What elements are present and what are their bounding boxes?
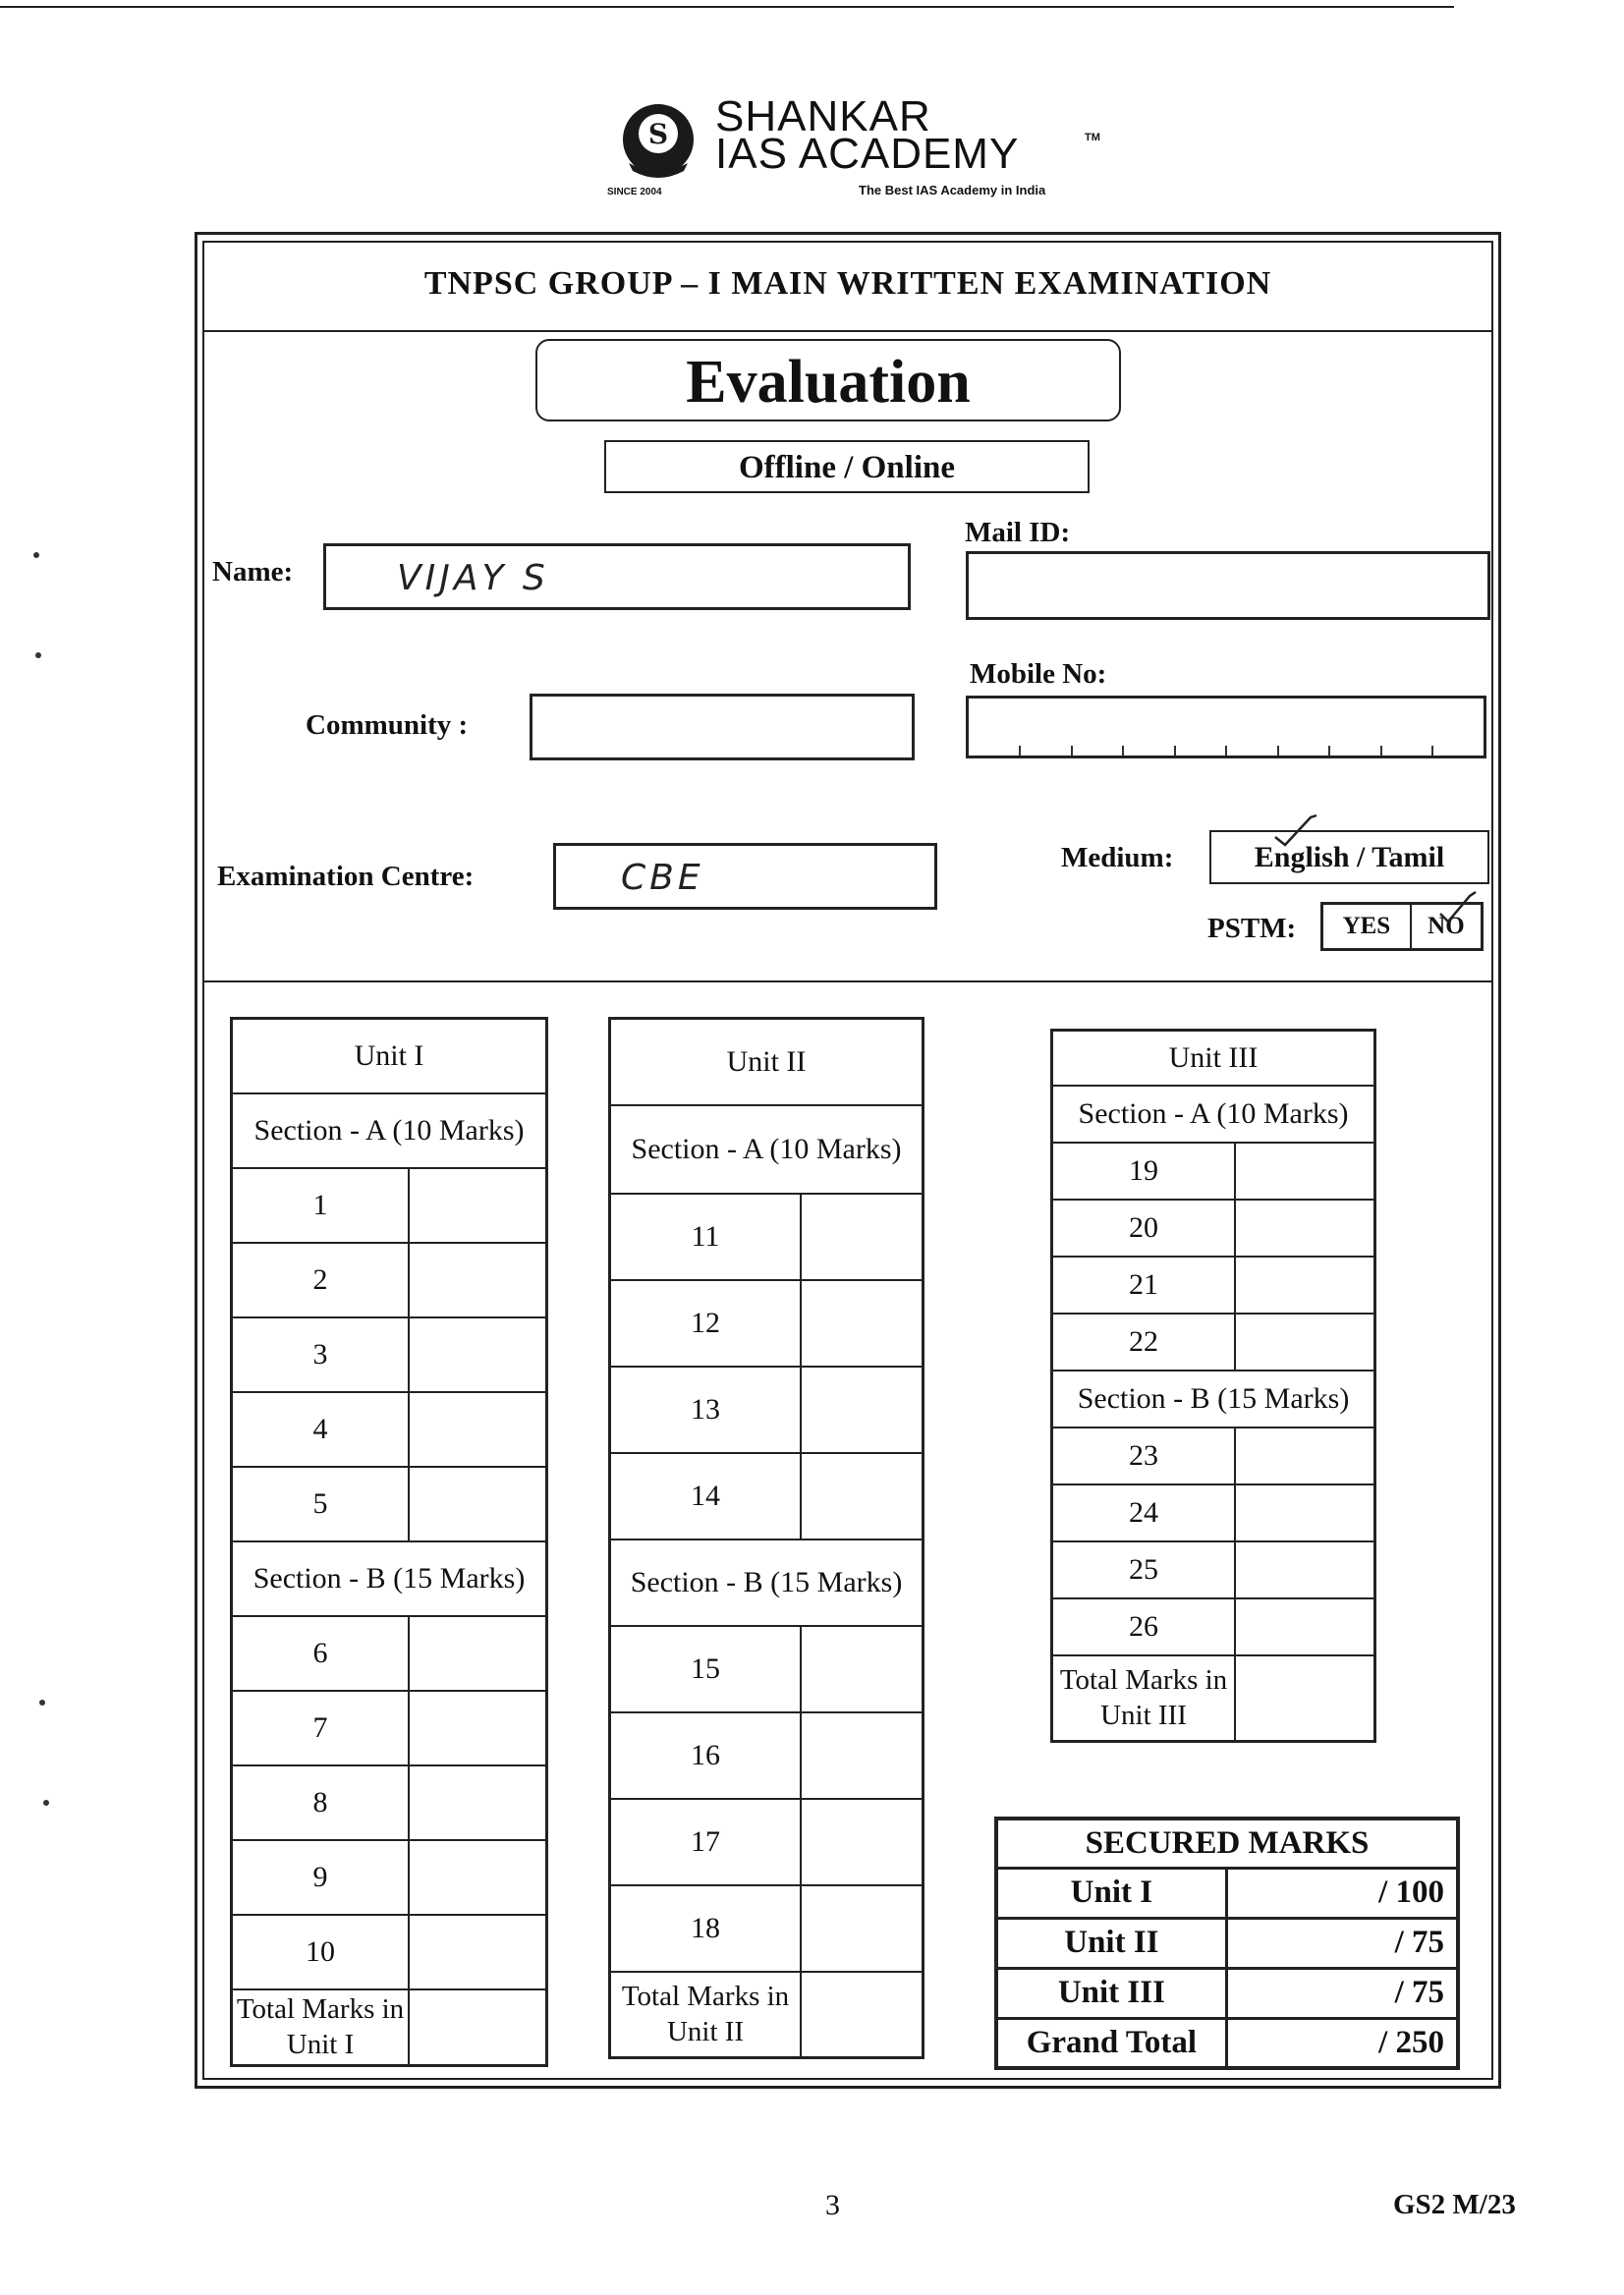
question-number: 1 bbox=[232, 1168, 410, 1243]
medium-tick-mark-icon bbox=[1271, 812, 1320, 847]
mark-cell[interactable] bbox=[801, 1712, 924, 1799]
unit1-section-b: Section - B (15 Marks) bbox=[232, 1541, 547, 1616]
unit3-total-cell[interactable] bbox=[1235, 1655, 1375, 1742]
mark-cell[interactable] bbox=[1235, 1143, 1375, 1200]
secured-marks-table bbox=[994, 1817, 1460, 2070]
logo-tagline: The Best IAS Academy in India bbox=[859, 183, 1046, 197]
mark-cell[interactable] bbox=[409, 1467, 547, 1541]
question-number: 3 bbox=[232, 1317, 410, 1392]
question-number: 10 bbox=[232, 1915, 410, 1989]
mode-box: Offline / Online bbox=[604, 440, 1090, 493]
question-number: 18 bbox=[610, 1885, 802, 1972]
mark-cell[interactable] bbox=[409, 1317, 547, 1392]
pstm-no-option[interactable]: NO bbox=[1428, 913, 1465, 939]
question-number: 4 bbox=[232, 1392, 410, 1467]
logo-brand-line2: IAS ACADEMY bbox=[715, 130, 1020, 178]
pstm-tick-mark-icon bbox=[1436, 888, 1480, 925]
mobile-digit-ticks bbox=[969, 742, 1484, 757]
mobile-label: Mobile No: bbox=[970, 658, 1107, 690]
mark-cell[interactable] bbox=[1235, 1200, 1375, 1257]
mobile-field[interactable] bbox=[966, 696, 1486, 758]
question-number: 5 bbox=[232, 1467, 410, 1541]
mark-cell[interactable] bbox=[1235, 1314, 1375, 1371]
medium-value: English / Tamil bbox=[1254, 841, 1445, 873]
secured-row-value[interactable]: / 75 bbox=[1226, 1968, 1458, 2018]
scan-top-line bbox=[0, 6, 1454, 8]
unit3-section-b: Section - B (15 Marks) bbox=[1052, 1371, 1375, 1427]
question-number: 15 bbox=[610, 1626, 802, 1712]
unit1-title: Unit I bbox=[232, 1019, 547, 1093]
secured-row-value[interactable]: / 75 bbox=[1226, 1918, 1458, 1968]
unit1-table bbox=[230, 1017, 548, 2067]
unit2-total-label: Total Marks in Unit II bbox=[610, 1972, 802, 2058]
question-number: 16 bbox=[610, 1712, 802, 1799]
mark-cell[interactable] bbox=[409, 1915, 547, 1989]
mark-cell[interactable] bbox=[801, 1194, 924, 1280]
mark-cell[interactable] bbox=[409, 1616, 547, 1691]
centre-field[interactable] bbox=[553, 843, 937, 910]
mark-cell[interactable] bbox=[409, 1691, 547, 1765]
question-number: 24 bbox=[1052, 1484, 1236, 1541]
page-number: 3 bbox=[825, 2189, 840, 2221]
exam-title: TNPSC GROUP – I MAIN WRITTEN EXAMINATION bbox=[423, 265, 1272, 302]
centre-label: Examination Centre: bbox=[217, 861, 475, 892]
question-number: 12 bbox=[610, 1280, 802, 1367]
unit2-table bbox=[608, 1017, 924, 2059]
mark-cell[interactable] bbox=[1235, 1541, 1375, 1598]
secured-row-label: Unit II bbox=[996, 1918, 1226, 1968]
mark-cell[interactable] bbox=[801, 1885, 924, 1972]
mail-label: Mail ID: bbox=[965, 517, 1071, 548]
unit1-total-label: Total Marks in Unit I bbox=[232, 1989, 410, 2066]
title-divider bbox=[202, 330, 1493, 332]
mark-cell[interactable] bbox=[409, 1168, 547, 1243]
mark-cell[interactable] bbox=[801, 1280, 924, 1367]
question-number: 13 bbox=[610, 1367, 802, 1453]
mail-field[interactable] bbox=[966, 551, 1490, 620]
scan-speck bbox=[35, 652, 41, 658]
question-number: 6 bbox=[232, 1616, 410, 1691]
question-number: 21 bbox=[1052, 1257, 1236, 1314]
secured-row-label: Grand Total bbox=[996, 2018, 1226, 2068]
question-number: 7 bbox=[232, 1691, 410, 1765]
logo-trademark: TM bbox=[1085, 132, 1100, 143]
medium-label: Medium: bbox=[1061, 842, 1174, 873]
mark-cell[interactable] bbox=[1235, 1598, 1375, 1655]
document-code: GS2 M/23 bbox=[1393, 2189, 1516, 2220]
mark-cell[interactable] bbox=[1235, 1484, 1375, 1541]
question-number: 2 bbox=[232, 1243, 410, 1317]
logo-brand-name bbox=[715, 92, 1020, 178]
form-divider bbox=[202, 980, 1493, 982]
evaluation-heading: Evaluation bbox=[535, 339, 1121, 421]
svg-text:S: S bbox=[647, 118, 669, 150]
question-number: 26 bbox=[1052, 1598, 1236, 1655]
unit2-title: Unit II bbox=[610, 1019, 924, 1105]
logo-brand-line1: SHANKAR bbox=[715, 92, 931, 140]
unit2-total-cell[interactable] bbox=[801, 1972, 924, 2058]
question-number: 22 bbox=[1052, 1314, 1236, 1371]
mark-cell[interactable] bbox=[1235, 1427, 1375, 1484]
name-field[interactable] bbox=[323, 543, 911, 610]
community-field[interactable] bbox=[530, 694, 915, 760]
medium-selector[interactable] bbox=[1209, 830, 1489, 884]
question-number: 14 bbox=[610, 1453, 802, 1539]
unit1-section-a: Section - A (10 Marks) bbox=[232, 1093, 547, 1168]
mark-cell[interactable] bbox=[801, 1799, 924, 1885]
question-number: 19 bbox=[1052, 1143, 1236, 1200]
mark-cell[interactable] bbox=[801, 1453, 924, 1539]
mark-cell[interactable] bbox=[409, 1840, 547, 1915]
unit3-title: Unit III bbox=[1052, 1031, 1375, 1086]
secured-marks-title: SECURED MARKS bbox=[996, 1819, 1458, 1868]
question-number: 20 bbox=[1052, 1200, 1236, 1257]
question-number: 11 bbox=[610, 1194, 802, 1280]
pstm-yes-option[interactable]: YES bbox=[1323, 905, 1412, 948]
mark-cell[interactable] bbox=[801, 1626, 924, 1712]
unit2-section-a: Section - A (10 Marks) bbox=[610, 1105, 924, 1194]
unit3-total-label: Total Marks in Unit III bbox=[1052, 1655, 1236, 1742]
question-number: 25 bbox=[1052, 1541, 1236, 1598]
scan-speck bbox=[33, 552, 39, 558]
secured-row-value[interactable]: / 100 bbox=[1226, 1868, 1458, 1918]
unit3-table bbox=[1050, 1029, 1376, 1743]
mark-cell[interactable] bbox=[409, 1243, 547, 1317]
unit2-section-b: Section - B (15 Marks) bbox=[610, 1539, 924, 1626]
name-value: VIJAY S bbox=[397, 558, 549, 598]
mark-cell[interactable] bbox=[1235, 1257, 1375, 1314]
question-number: 9 bbox=[232, 1840, 410, 1915]
secured-row-label: Unit III bbox=[996, 1968, 1226, 2018]
academy-emblem-icon bbox=[609, 94, 707, 193]
question-number: 8 bbox=[232, 1765, 410, 1840]
unit1-total-cell[interactable] bbox=[409, 1989, 547, 2066]
secured-row-value[interactable]: / 250 bbox=[1226, 2018, 1458, 2068]
question-number: 17 bbox=[610, 1799, 802, 1885]
question-number: 23 bbox=[1052, 1427, 1236, 1484]
name-label: Name: bbox=[212, 556, 294, 588]
centre-value: CBE bbox=[621, 858, 704, 898]
scan-speck bbox=[43, 1800, 49, 1806]
mark-cell[interactable] bbox=[409, 1765, 547, 1840]
community-label: Community : bbox=[306, 709, 469, 741]
pstm-label: PSTM: bbox=[1207, 913, 1297, 944]
unit3-section-a: Section - A (10 Marks) bbox=[1052, 1086, 1375, 1143]
secured-row-label: Unit I bbox=[996, 1868, 1226, 1918]
mark-cell[interactable] bbox=[409, 1392, 547, 1467]
mark-cell[interactable] bbox=[801, 1367, 924, 1453]
scan-speck bbox=[39, 1700, 45, 1706]
logo-since-text: SINCE 2004 bbox=[607, 187, 662, 197]
